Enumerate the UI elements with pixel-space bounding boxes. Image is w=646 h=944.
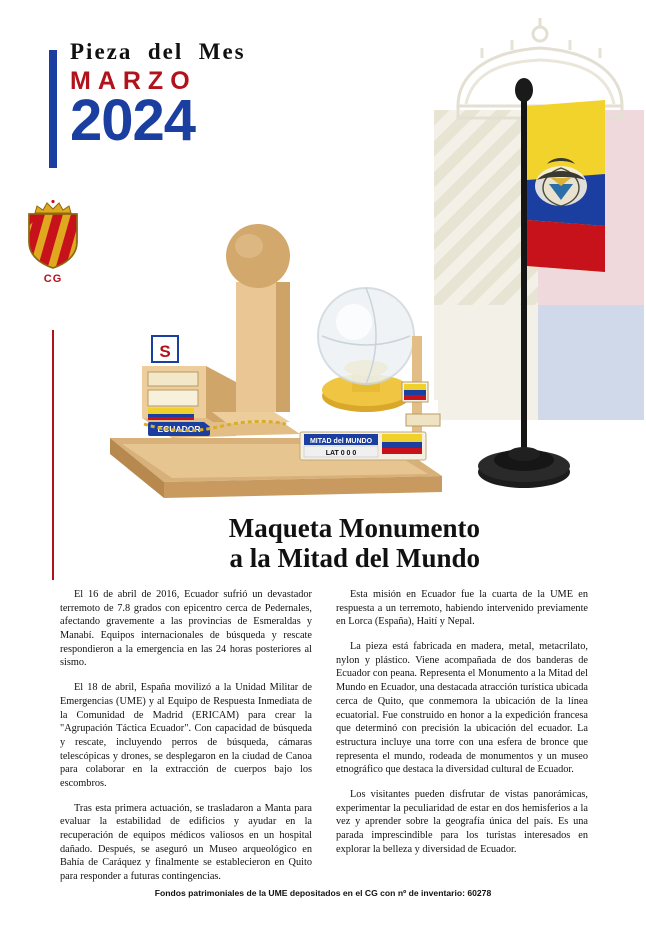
paragraph: Esta misión en Ecuador fue la cuarta de la UME en respuesta a un terremoto, habiendo intervenido previamente en Lorca (España), Haití y Nepal. — [336, 589, 588, 628]
footer-inventory-note: Fondos patrimoniales de la UME depositados en el CG con nº de inventario: 60278 — [154, 888, 492, 898]
svg-text:ECUADOR: ECUADOR — [157, 424, 201, 434]
page-month: MARZO — [70, 67, 197, 96]
ecuador-table-flag — [455, 60, 605, 510]
header-blue-rule — [49, 50, 57, 168]
paragraph: Los visitantes pueden disfrutar de vistas panorámicas, experimentar la peculiaridad de estar en dos hemisferios a la vez y aprender sobre la geografía única del país. Es una parada imprescindible para los turistas interesados en explorar la belleza y diversidad de Ecuador. — [336, 788, 588, 855]
page-title-line-1: Maqueta Monumento — [228, 513, 480, 543]
paragraph: La pieza está fabricada en madera, metal, metacrilato, nylon y plástico. Viene acompañada de dos banderas de Ecuador con peana. Representa el Monumento a la Mitad del Mundo en Ecuador, una destacada atracción turística ubicada cerca de Quito, que conmemora la ubicación de la línea ecuatorial. Fue construido en honor a la expedición francesa que determinó con precisión la ubicación del ecuador. La estructura incluye una torre con una esfera de bronce que representa el mundo, rodeada de monumentos y un museo etnográfico que destaca la diversidad cultural de Ecuador. — [336, 641, 588, 776]
paragraph: El 16 de abril de 2016, Ecuador sufrió un devastador terremoto de 7.8 grados con epicentro cerca de Pedernales, afectando gravemente a las provincias de Esmeraldas y Manabí. Equipos internacionales de búsqueda y rescate respondieron a la emergencia en las 24 horas posteriores al sismo. — [60, 589, 312, 669]
page-header — [70, 39, 246, 154]
svg-text:LAT 0 0 0: LAT 0 0 0 — [325, 450, 357, 457]
page-title-line-2: a la Mitad del Mundo — [229, 543, 480, 574]
body-column-left — [60, 588, 312, 884]
page-year: 2024 — [70, 88, 196, 154]
svg-text:S: S — [159, 342, 171, 361]
cg-shield-icon — [25, 200, 81, 270]
svg-text:MITAD del MUNDO: MITAD del MUNDO — [309, 438, 373, 445]
paragraph: Tras esta primera actuación, se trasladaron a Manta para evaluar la estabilidad de edificios y ayudar en la recuperación de equipos médicos valiosos en un hospital dañado. Después, se aseguró un Museo arqueológico en Bahía de Caráquez y finalmente se establecieron en Quito para responder a futuras contingencias. — [60, 802, 312, 883]
cg-emblem-label: CG — [43, 273, 63, 285]
article-body — [60, 588, 588, 884]
cuartel-general-emblem — [22, 200, 84, 285]
left-red-rule — [52, 330, 54, 580]
page-title — [150, 513, 480, 573]
artifact-photo — [86, 186, 466, 516]
body-column-right — [336, 588, 588, 884]
artifact-photo-illustration — [86, 186, 466, 516]
page-kicker: Pieza del Mes — [70, 39, 246, 64]
paragraph: El 18 de abril, España movilizó a la Unidad Militar de Emergencias (UME) y al Equipo de Respuesta Inmediata de la Comunidad de Madrid (ERICAM) para crear la "Agrupación Táctica Ecuador". Con capacidad de búsqueda y rescate, incluyendo perros de búsqueda, cámaras telescópicas y drones, se desplegaron en la ciudad de Canoa para colaborar en la extracción de cuerpos bajo los escombros. — [60, 682, 312, 789]
